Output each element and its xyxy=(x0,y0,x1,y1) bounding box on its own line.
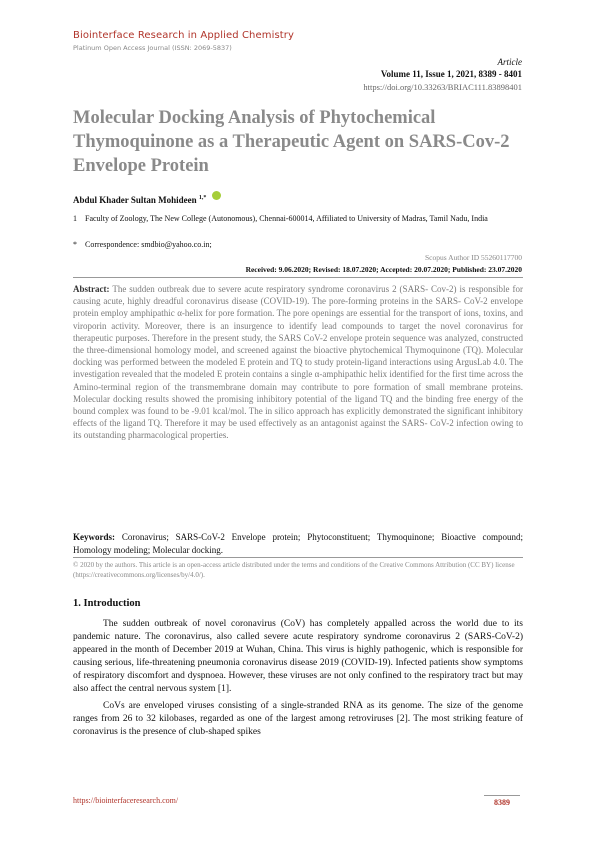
article-meta xyxy=(363,56,522,93)
correspondence-mark: * xyxy=(73,240,77,249)
orcid-icon[interactable] xyxy=(212,191,221,200)
scopus-id: Scopus Author ID 55260117700 xyxy=(424,253,522,262)
affiliation-mark: 1 xyxy=(73,214,77,223)
author-superscript: 1,* xyxy=(198,195,207,201)
doi-link[interactable]: https://doi.org/10.33263/BRIAC111.83898401 xyxy=(363,82,522,92)
body-text xyxy=(73,618,523,742)
license-text: © 2020 by the authors. This article is an open-access article distributed under the terms and conditions of the Creative Commons Attribution (CC BY) license (https://creativecommons.org/licenses/by/4.0/). xyxy=(73,561,515,579)
abstract xyxy=(73,283,523,442)
paper-title: Molecular Docking Analysis of Phytochemical Thymoquinone as a Therapeutic Agent on SARS-Cov-2 Envelope Protein xyxy=(73,108,510,176)
author-name: Abdul Khader Sultan Mohideen xyxy=(73,195,197,205)
section-heading: 1. Introduction xyxy=(73,598,141,609)
journal-name: Biointerface Research in Applied Chemistry xyxy=(73,30,295,41)
abstract-label: Abstract: xyxy=(73,284,110,294)
volume-info: Volume 11, Issue 1, 2021, 8389 - 8401 xyxy=(380,69,522,79)
article-type: Article xyxy=(497,57,522,67)
keywords-text: Coronavirus; SARS-CoV-2 Envelope protein; Phytoconstituent; Thymoquinone; Bioactive compound; Homology modeling; Molecular docking. xyxy=(73,532,524,555)
footer-divider xyxy=(484,795,520,796)
page-number: 8389 xyxy=(494,798,510,807)
divider xyxy=(73,277,523,278)
paragraph: CoVs are enveloped viruses consisting of a single-stranded RNA as its genome. The size of the genome ranges from 26 to 32 kilobases, regarded as one of the largest among retroviruses [2]. The most striking feature of coronavirus is the presence of club-shaped spikes xyxy=(73,700,523,737)
correspondence xyxy=(73,239,523,250)
paragraph: The sudden outbreak of novel coronavirus (CoV) has completely appalled across the world due to its pandemic nature. The coronavirus, also called severe acute respiratory syndrome coronavirus 2 (SARS-CoV-2) appeared in the month of December 2019 at Wuhan, China. This virus is highly pathogenic, which is responsible for causing serious, life-threatening pneumonia coronavirus disease 2019 (COVID-19). Infected patients show symptoms of respiratory discomfort and dyspnoea. However, these viruses are not only confined to the respiratory tract but may also affect the central nervous system [1]. xyxy=(73,619,523,695)
footer-link[interactable]: https://biointerfaceresearch.com/ xyxy=(73,796,179,805)
correspondence-text[interactable]: Correspondence: smdbio@yahoo.co.in; xyxy=(85,240,212,249)
divider xyxy=(73,557,523,558)
affiliation-text: Faculty of Zoology, The New College (Autonomous), Chennai-600014, Affiliated to University of Madras, Tamil Nadu, India xyxy=(85,214,488,223)
abstract-text: The sudden outbreak due to severe acute respiratory syndrome coronavirus 2 (SARS- Cov-2) is responsible for causing acute, highly dreadful coronavirus disease (COVID-19). The pore-forming proteins in the SARS- CoV-2 envelope protein employ amphipathic α-helix for pore formation. The pore openings are essential for the transport of ions, toxins, and viroporin activity. Moreover, there is an insurgence to identify lead compounds to target the novel coronavirus for therapeutic purposes. Therefore in the present study, the SARS CoV-2 envelope protein sequence was analyzed, constructed the three-dimensional homology model, and screened against the bioactive phytochemical Thymoquinone (TQ). Molecular docking was performed between the modeled E protein and TQ to study protein-ligand interactions using ArgusLab 4.0. The investigation revealed that the modeled E protein contains a single α-amphipathic helix identified for the first time across the Amino-terminal region of the transmembrane domain may contribute to pore formation of small membrane proteins. Molecular docking results showed the promising inhibitory potential of the ligand TQ and the binding free energy of the bound complex was found to be -9.01 kcal/mol. The in silico approach has explicitly demonstrated the significant inhibitory effects of the ligand TQ. Therefore it may be used effectively as an antagonist against the SARS- CoV-2 infection owing to its outstanding pharmacological properties. xyxy=(73,284,523,441)
affiliation-1 xyxy=(73,213,523,224)
keywords xyxy=(73,531,523,556)
journal-subtitle: Platinum Open Access Journal (ISSN: 2069-5837) xyxy=(73,44,232,52)
keywords-label: Keywords: xyxy=(73,532,115,542)
publication-dates: Received: 9.06.2020; Revised: 18.07.2020; Accepted: 20.07.2020; Published: 23.07.2020 xyxy=(245,265,522,274)
author-line xyxy=(73,191,221,205)
